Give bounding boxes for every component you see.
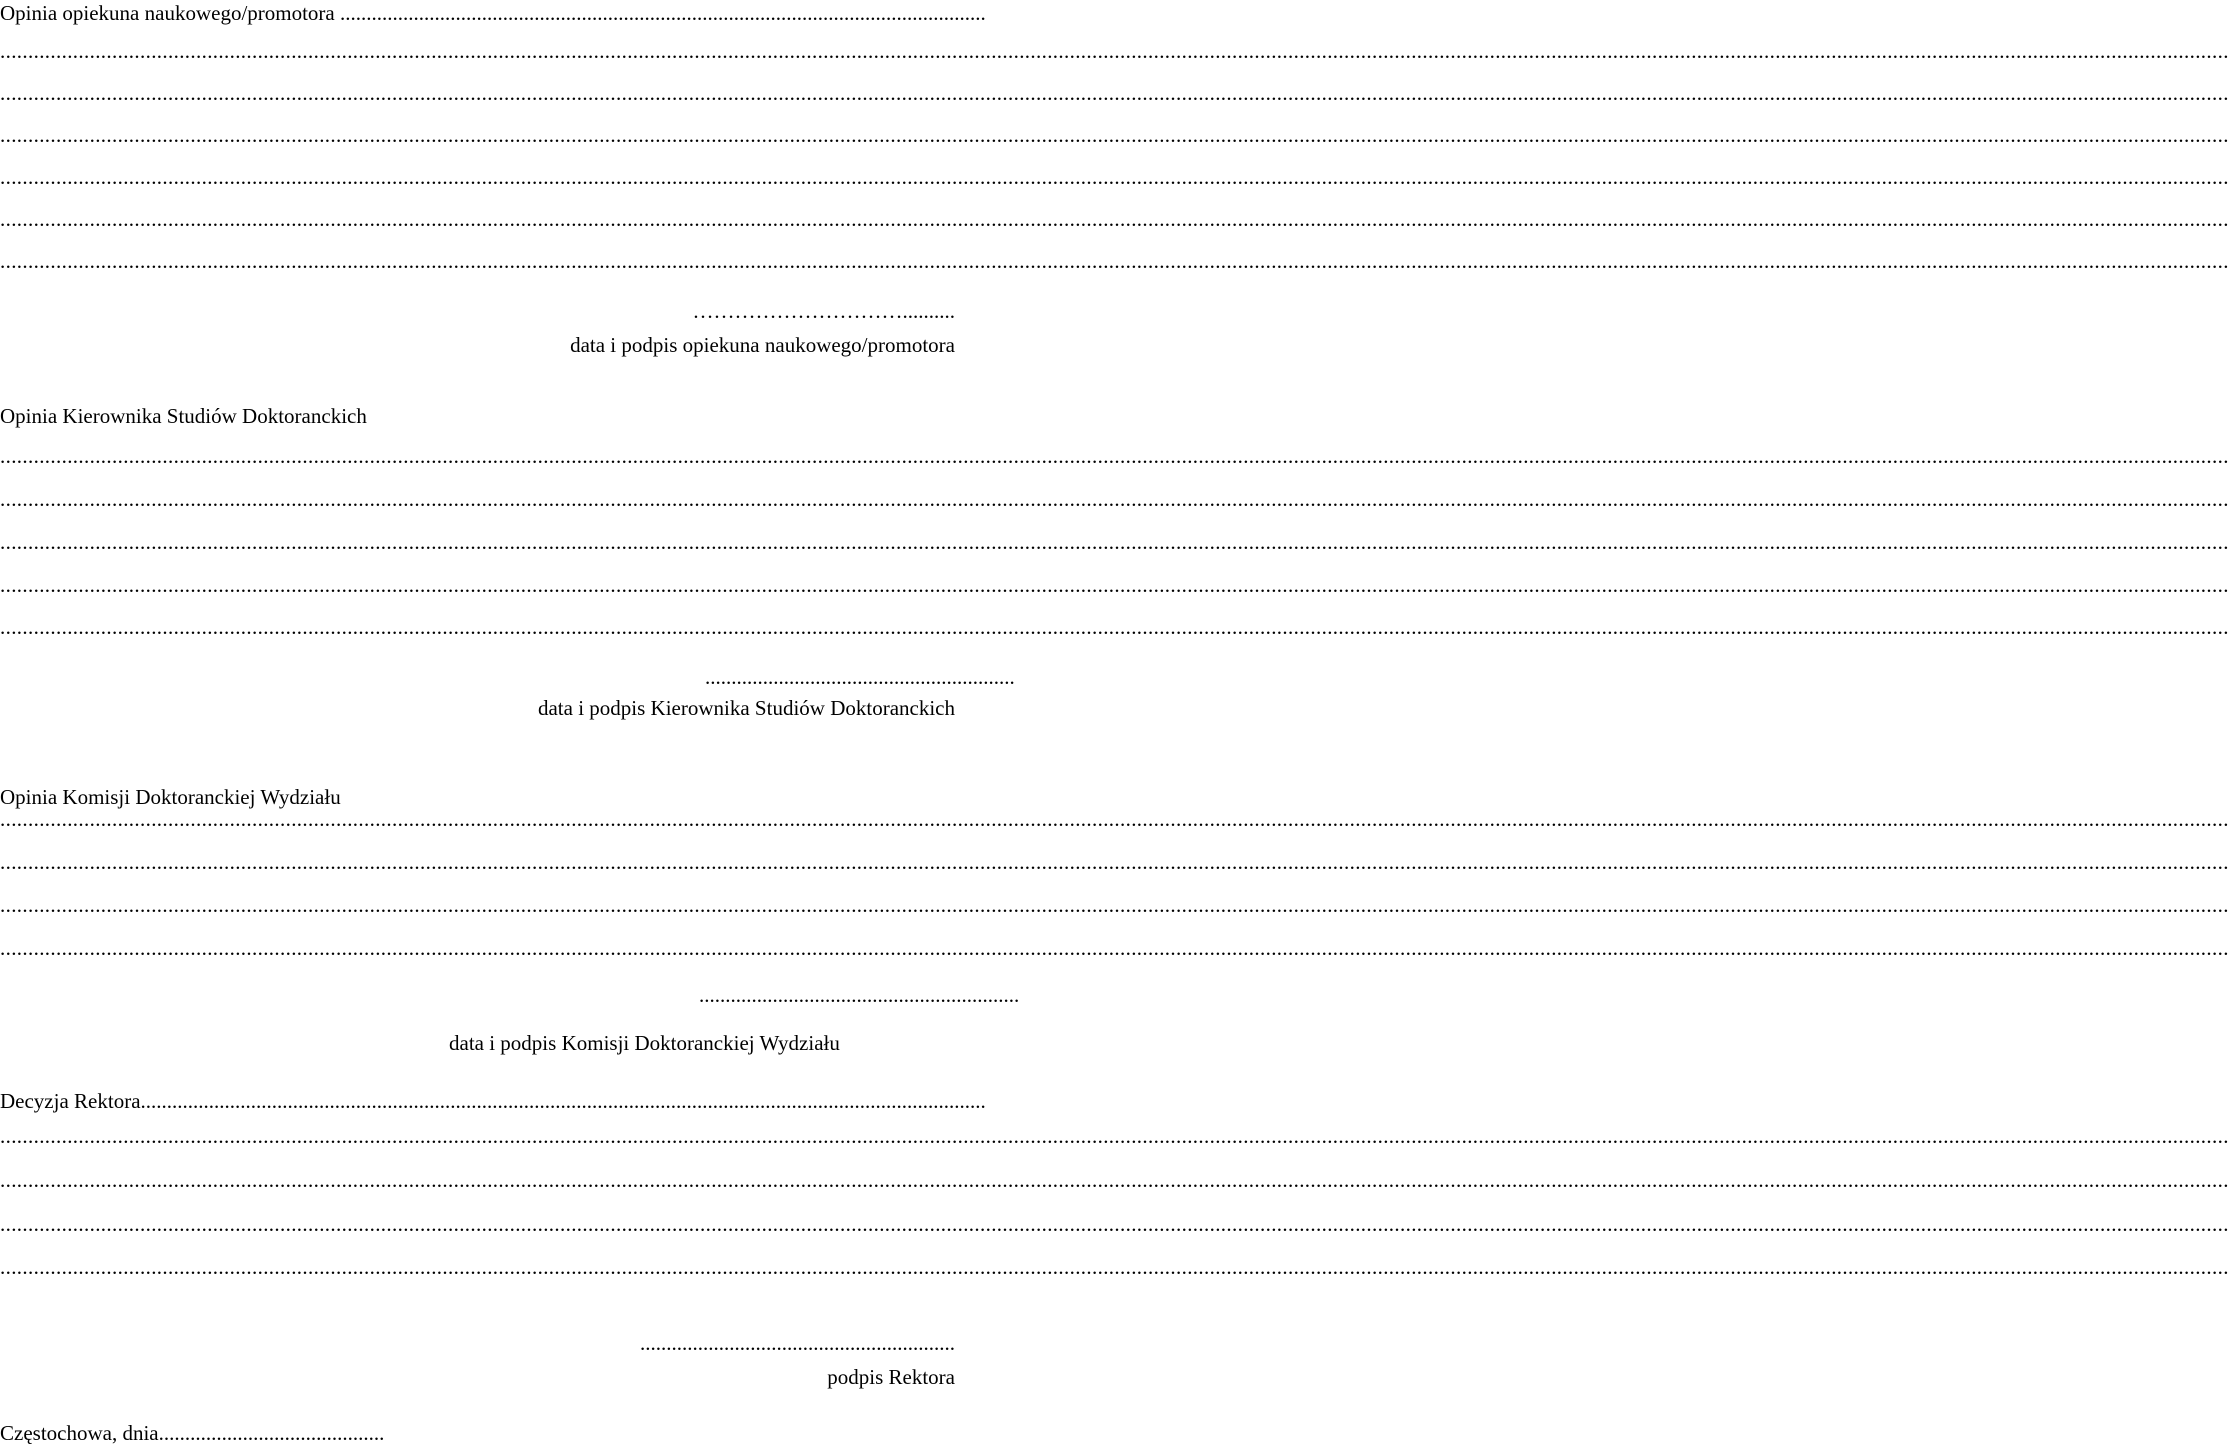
head-opinion-line-1[interactable] xyxy=(0,446,955,470)
promoter-opinion-line-3[interactable] xyxy=(0,125,955,149)
rector-decision-line-2[interactable] xyxy=(0,1170,955,1194)
committee-opinion-line-3[interactable] xyxy=(0,895,955,919)
head-opinion-line-5[interactable] xyxy=(0,617,955,641)
promoter-opinion-line-2[interactable] xyxy=(0,83,955,107)
rector-decision-line-4[interactable] xyxy=(0,1257,955,1281)
faculty-doctoral-committee-opinion-heading: Opinia Komisji Doktoranckiej Wydziału xyxy=(0,785,341,809)
committee-signature-label: data i podpis Komisji Doktoranckiej Wydziału xyxy=(449,1031,840,1055)
head-signature-dots[interactable]: ........................................................... xyxy=(705,665,1015,689)
head-signature-label: data i podpis Kierownika Studiów Doktoranckich xyxy=(537,696,955,720)
committee-opinion-line-2[interactable] xyxy=(0,852,955,876)
rector-decision-line-3[interactable] xyxy=(0,1214,955,1238)
promoter-opinion-line-4[interactable] xyxy=(0,167,955,191)
head-opinion-line-3[interactable] xyxy=(0,532,955,556)
place-and-date-field[interactable]: Częstochowa, dnia........................................... xyxy=(0,1421,385,1445)
promoter-opinion-heading: Opinia opiekuna naukowego/promotora ........................................................................................................................... xyxy=(0,1,986,25)
promoter-opinion-line-5[interactable] xyxy=(0,209,955,233)
committee-opinion-line-4[interactable] xyxy=(0,938,955,962)
promoter-opinion-line-1[interactable] xyxy=(0,41,955,65)
rector-decision-heading: Decyzja Rektora................................................................................................................................................................. xyxy=(0,1089,986,1113)
rector-signature-dots[interactable]: ............................................................ xyxy=(640,1331,955,1355)
head-opinion-line-4[interactable] xyxy=(0,575,955,599)
head-opinion-line-2[interactable] xyxy=(0,489,955,513)
opinion-form-page xyxy=(0,0,1020,1450)
head-of-doctoral-studies-opinion-heading: Opinia Kierownika Studiów Doktoranckich xyxy=(0,404,367,428)
promoter-opinion-line-6[interactable] xyxy=(0,251,955,275)
committee-signature-dots[interactable]: ............................................................. xyxy=(699,983,1020,1007)
promoter-signature-label: data i podpis opiekuna naukowego/promotora xyxy=(570,333,955,357)
rector-signature-label: podpis Rektora xyxy=(827,1365,955,1389)
committee-opinion-line-1[interactable] xyxy=(0,809,955,833)
promoter-signature-dots[interactable]: ………………………….......... xyxy=(692,299,955,323)
rector-decision-line-1[interactable] xyxy=(0,1126,955,1150)
